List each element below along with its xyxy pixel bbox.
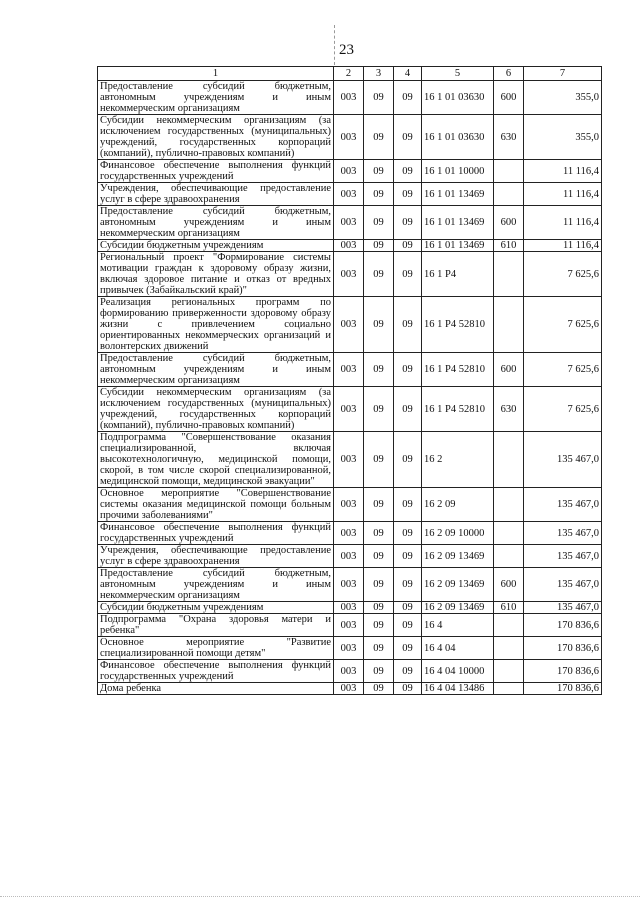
row-expense-type-cell: 600: [494, 81, 524, 115]
table-row: [98, 297, 602, 353]
row-target-code-cell: 16 4 04 13486: [422, 683, 494, 695]
row-target-code-cell: 16 2 09 13469: [422, 545, 494, 568]
row-target-code-cell: 16 4 04: [422, 637, 494, 660]
row-amount-cell: 170 836,6: [524, 683, 602, 695]
row-subsection-cell: 09: [394, 240, 422, 252]
row-name-cell: Подпрограмма "Совершенствование оказания специализированной, включая высокотехнологичную, медицинской помощи, скорой, в том числе скорой специализированной, медицинской помощи, медицинской эвакуации": [98, 432, 334, 488]
row-amount-cell: 7 625,6: [524, 387, 602, 432]
row-section-cell: 09: [364, 297, 394, 353]
table-row: [98, 240, 602, 252]
row-target-code-cell: 16 2 09 10000: [422, 522, 494, 545]
row-target-code-cell: 16 1 01 13469: [422, 183, 494, 206]
row-expense-type-cell: 610: [494, 240, 524, 252]
row-section-cell: 09: [364, 252, 394, 297]
row-admin-code-cell: 003: [334, 115, 364, 160]
row-name-cell: Субсидии бюджетным учреждениям: [98, 240, 334, 252]
row-target-code-cell: 16 2 09 13469: [422, 602, 494, 614]
row-expense-type-cell: 630: [494, 387, 524, 432]
scan-margin-mark: [334, 25, 336, 65]
row-subsection-cell: 09: [394, 183, 422, 206]
row-section-cell: 09: [364, 353, 394, 387]
row-target-code-cell: 16 1 01 03630: [422, 81, 494, 115]
row-expense-type-cell: 600: [494, 353, 524, 387]
row-subsection-cell: 09: [394, 637, 422, 660]
row-name-cell: Предоставление субсидий бюджетным, автономным учреждениям и иным некоммерческим организациям: [98, 353, 334, 387]
row-admin-code-cell: 003: [334, 488, 364, 522]
table-row: [98, 387, 602, 432]
row-section-cell: 09: [364, 522, 394, 545]
row-subsection-cell: 09: [394, 297, 422, 353]
row-amount-cell: 355,0: [524, 115, 602, 160]
row-admin-code-cell: 003: [334, 240, 364, 252]
row-section-cell: 09: [364, 568, 394, 602]
row-amount-cell: 135 467,0: [524, 488, 602, 522]
row-amount-cell: 170 836,6: [524, 637, 602, 660]
table-row: [98, 660, 602, 683]
row-target-code-cell: 16 1 01 03630: [422, 115, 494, 160]
row-admin-code-cell: 003: [334, 614, 364, 637]
row-section-cell: 09: [364, 115, 394, 160]
row-target-code-cell: 16 2 09: [422, 488, 494, 522]
row-expense-type-cell: [494, 183, 524, 206]
table-row: [98, 614, 602, 637]
page-number: 23: [339, 42, 354, 58]
row-admin-code-cell: 003: [334, 252, 364, 297]
row-amount-cell: 11 116,4: [524, 160, 602, 183]
row-target-code-cell: 16 1 01 13469: [422, 206, 494, 240]
row-expense-type-cell: [494, 488, 524, 522]
row-name-cell: Финансовое обеспечение выполнения функций государственных учреждений: [98, 660, 334, 683]
row-admin-code-cell: 003: [334, 160, 364, 183]
row-amount-cell: 355,0: [524, 81, 602, 115]
row-admin-code-cell: 003: [334, 183, 364, 206]
row-expense-type-cell: [494, 160, 524, 183]
row-target-code-cell: 16 1 P4: [422, 252, 494, 297]
table-row: [98, 488, 602, 522]
row-subsection-cell: 09: [394, 160, 422, 183]
row-subsection-cell: 09: [394, 602, 422, 614]
row-amount-cell: 11 116,4: [524, 206, 602, 240]
row-admin-code-cell: 003: [334, 206, 364, 240]
row-target-code-cell: 16 4 04 10000: [422, 660, 494, 683]
row-section-cell: 09: [364, 183, 394, 206]
row-target-code-cell: 16 1 P4 52810: [422, 353, 494, 387]
header-cell: 5: [422, 67, 494, 81]
row-admin-code-cell: 003: [334, 522, 364, 545]
row-subsection-cell: 09: [394, 683, 422, 695]
row-target-code-cell: 16 1 01 13469: [422, 240, 494, 252]
table-row: [98, 637, 602, 660]
row-name-cell: Предоставление субсидий бюджетным, автономным учреждениям и иным некоммерческим организациям: [98, 206, 334, 240]
row-target-code-cell: 16 1 01 10000: [422, 160, 494, 183]
table-header-row: [98, 67, 602, 81]
row-amount-cell: 135 467,0: [524, 522, 602, 545]
row-target-code-cell: 16 2 09 13469: [422, 568, 494, 602]
row-admin-code-cell: 003: [334, 353, 364, 387]
row-name-cell: Учреждения, обеспечивающие предоставление услуг в сфере здравоохранения: [98, 545, 334, 568]
row-section-cell: 09: [364, 81, 394, 115]
row-section-cell: 09: [364, 240, 394, 252]
row-section-cell: 09: [364, 683, 394, 695]
header-cell: 7: [524, 67, 602, 81]
row-expense-type-cell: [494, 252, 524, 297]
row-target-code-cell: 16 1 P4 52810: [422, 387, 494, 432]
row-name-cell: Финансовое обеспечение выполнения функций государственных учреждений: [98, 522, 334, 545]
row-subsection-cell: 09: [394, 387, 422, 432]
row-admin-code-cell: 003: [334, 387, 364, 432]
row-expense-type-cell: 600: [494, 568, 524, 602]
row-admin-code-cell: 003: [334, 602, 364, 614]
table-row: [98, 252, 602, 297]
row-subsection-cell: 09: [394, 81, 422, 115]
row-name-cell: Финансовое обеспечение выполнения функций государственных учреждений: [98, 160, 334, 183]
row-section-cell: 09: [364, 387, 394, 432]
header-cell: 6: [494, 67, 524, 81]
row-target-code-cell: 16 1 P4 52810: [422, 297, 494, 353]
table-row: [98, 115, 602, 160]
row-name-cell: Реализация региональных программ по формированию приверженности здоровому образу жизни с привлечением социально ориентированных некоммерческих организаций и волонтерских движений: [98, 297, 334, 353]
row-name-cell: Субсидии бюджетным учреждениям: [98, 602, 334, 614]
table-row: [98, 432, 602, 488]
budget-table: [97, 66, 602, 695]
row-amount-cell: 7 625,6: [524, 353, 602, 387]
row-admin-code-cell: 003: [334, 568, 364, 602]
row-admin-code-cell: 003: [334, 297, 364, 353]
table-row: [98, 183, 602, 206]
table-row: [98, 160, 602, 183]
row-amount-cell: 135 467,0: [524, 568, 602, 602]
table-row: [98, 545, 602, 568]
row-section-cell: 09: [364, 637, 394, 660]
row-amount-cell: 135 467,0: [524, 432, 602, 488]
row-section-cell: 09: [364, 488, 394, 522]
table-row: [98, 522, 602, 545]
row-amount-cell: 11 116,4: [524, 240, 602, 252]
row-admin-code-cell: 003: [334, 545, 364, 568]
row-subsection-cell: 09: [394, 545, 422, 568]
row-amount-cell: 170 836,6: [524, 614, 602, 637]
row-expense-type-cell: [494, 297, 524, 353]
row-expense-type-cell: [494, 545, 524, 568]
row-name-cell: Субсидии некоммерческим организациям (за исключением государственных (муниципальных) учреждений, государственных корпораций (компаний), публично-правовых компаний): [98, 387, 334, 432]
row-expense-type-cell: [494, 432, 524, 488]
row-admin-code-cell: 003: [334, 637, 364, 660]
row-expense-type-cell: 600: [494, 206, 524, 240]
row-amount-cell: 7 625,6: [524, 252, 602, 297]
row-subsection-cell: 09: [394, 660, 422, 683]
row-admin-code-cell: 003: [334, 660, 364, 683]
row-subsection-cell: 09: [394, 206, 422, 240]
row-expense-type-cell: 610: [494, 602, 524, 614]
header-cell: 2: [334, 67, 364, 81]
row-name-cell: Региональный проект "Формирование системы мотивации граждан к здоровому образу жизни, включая здоровое питание и отказ от вредных привычек (Забайкальский край)": [98, 252, 334, 297]
row-name-cell: Предоставление субсидий бюджетным, автономным учреждениям и иным некоммерческим организациям: [98, 568, 334, 602]
row-subsection-cell: 09: [394, 353, 422, 387]
row-admin-code-cell: 003: [334, 432, 364, 488]
row-subsection-cell: 09: [394, 432, 422, 488]
row-name-cell: Основное мероприятие "Совершенствование системы оказания медицинской помощи больным прочими заболеваниями": [98, 488, 334, 522]
row-subsection-cell: 09: [394, 115, 422, 160]
header-cell: 3: [364, 67, 394, 81]
row-amount-cell: 135 467,0: [524, 602, 602, 614]
row-amount-cell: 135 467,0: [524, 545, 602, 568]
row-admin-code-cell: 003: [334, 683, 364, 695]
table-row: [98, 683, 602, 695]
row-subsection-cell: 09: [394, 488, 422, 522]
row-name-cell: Дома ребенка: [98, 683, 334, 695]
row-name-cell: Субсидии некоммерческим организациям (за исключением государственных (муниципальных) учреждений, государственных корпораций (компаний), публично-правовых компаний): [98, 115, 334, 160]
row-name-cell: Предоставление субсидий бюджетным, автономным учреждениям и иным некоммерческим организациям: [98, 81, 334, 115]
table-row: [98, 353, 602, 387]
row-expense-type-cell: [494, 637, 524, 660]
row-section-cell: 09: [364, 602, 394, 614]
header-cell: 4: [394, 67, 422, 81]
row-amount-cell: 7 625,6: [524, 297, 602, 353]
table-body: [98, 81, 602, 695]
table-row: [98, 568, 602, 602]
row-subsection-cell: 09: [394, 568, 422, 602]
scan-bottom-edge: [0, 896, 640, 905]
row-amount-cell: 11 116,4: [524, 183, 602, 206]
row-amount-cell: 170 836,6: [524, 660, 602, 683]
row-expense-type-cell: [494, 522, 524, 545]
table-row: [98, 602, 602, 614]
row-section-cell: 09: [364, 206, 394, 240]
row-expense-type-cell: [494, 614, 524, 637]
header-cell: 1: [98, 67, 334, 81]
row-name-cell: Подпрограмма "Охрана здоровья матери и ребенка": [98, 614, 334, 637]
row-name-cell: Учреждения, обеспечивающие предоставление услуг в сфере здравоохранения: [98, 183, 334, 206]
row-expense-type-cell: [494, 660, 524, 683]
table-row: [98, 206, 602, 240]
row-admin-code-cell: 003: [334, 81, 364, 115]
table-row: [98, 81, 602, 115]
row-target-code-cell: 16 2: [422, 432, 494, 488]
row-section-cell: 09: [364, 432, 394, 488]
row-subsection-cell: 09: [394, 522, 422, 545]
row-name-cell: Основное мероприятие "Развитие специализированной помощи детям": [98, 637, 334, 660]
row-target-code-cell: 16 4: [422, 614, 494, 637]
row-expense-type-cell: 630: [494, 115, 524, 160]
row-section-cell: 09: [364, 160, 394, 183]
row-subsection-cell: 09: [394, 614, 422, 637]
row-subsection-cell: 09: [394, 252, 422, 297]
row-expense-type-cell: [494, 683, 524, 695]
row-section-cell: 09: [364, 545, 394, 568]
row-section-cell: 09: [364, 660, 394, 683]
row-section-cell: 09: [364, 614, 394, 637]
